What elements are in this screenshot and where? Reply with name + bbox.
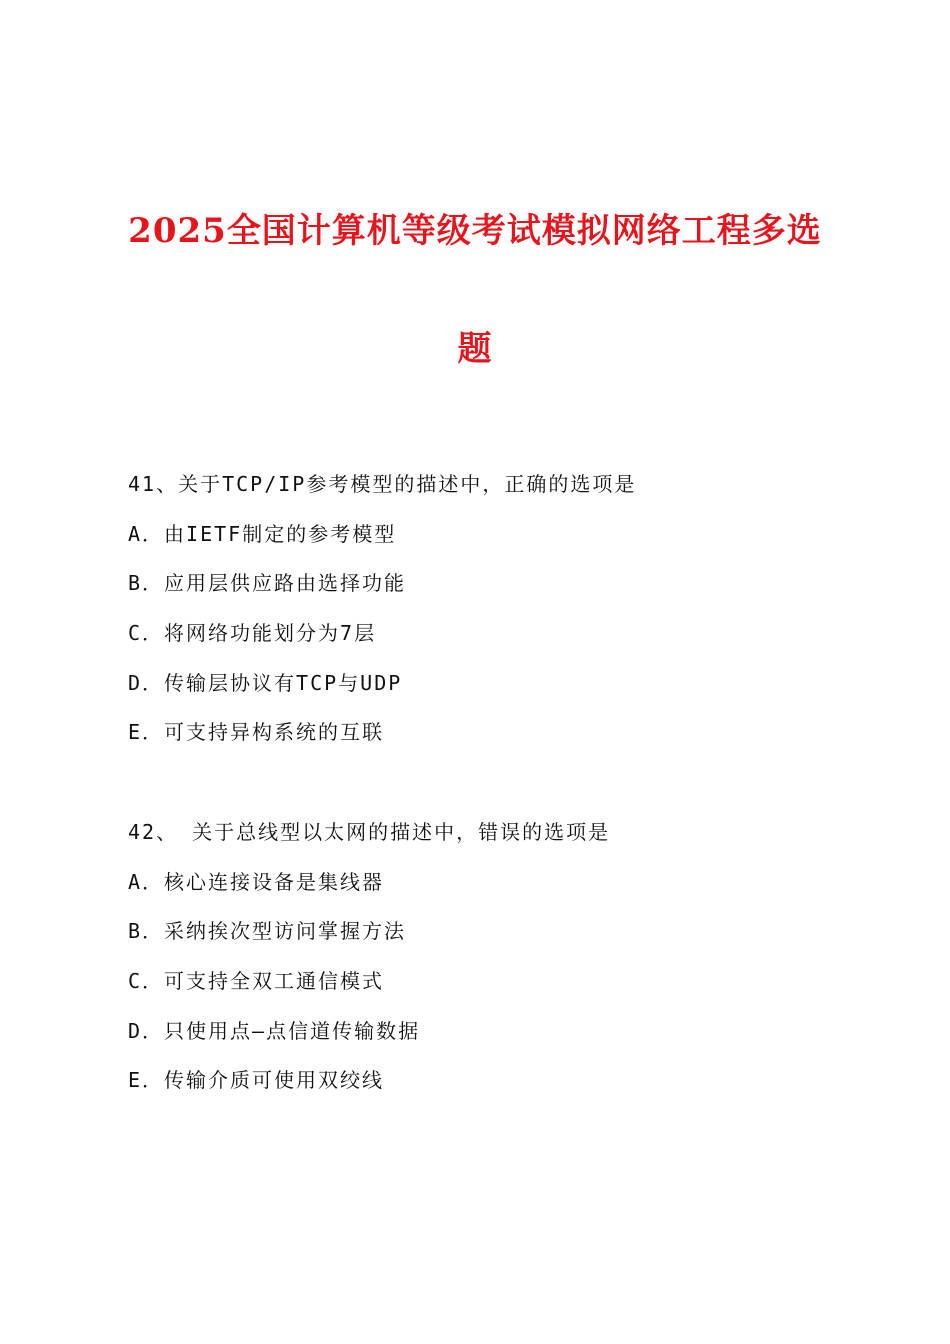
option-d: D．传输层协议有TCP与UDP [128, 670, 403, 695]
option-c: C．将网络功能划分为7层 [128, 620, 377, 645]
option-e: E．传输介质可使用双绞线 [128, 1068, 385, 1093]
document-title-line-2: 题 [457, 329, 493, 369]
option-a: A．核心连接设备是集线器 [128, 869, 385, 894]
question-stem: 41、关于TCP/IP参考模型的描述中，正确的选项是 [128, 472, 637, 496]
option-d: D．只使用点—点信道传输数据 [128, 1018, 421, 1043]
question-41 [128, 469, 888, 767]
question-42 [128, 817, 888, 1115]
question-stem: 42、 关于总线型以太网的描述中，错误的选项是 [128, 820, 611, 844]
option-c: C．可支持全双工通信模式 [128, 968, 385, 993]
option-b: B．应用层供应路由选择功能 [128, 571, 407, 596]
option-b: B．采纳挨次型访问掌握方法 [128, 919, 407, 944]
option-e: E．可支持异构系统的互联 [128, 720, 385, 745]
option-a: A．由IETF制定的参考模型 [128, 521, 397, 546]
document-title-line-1: 2025全国计算机等级考试模拟网络工程多选 [128, 211, 822, 251]
